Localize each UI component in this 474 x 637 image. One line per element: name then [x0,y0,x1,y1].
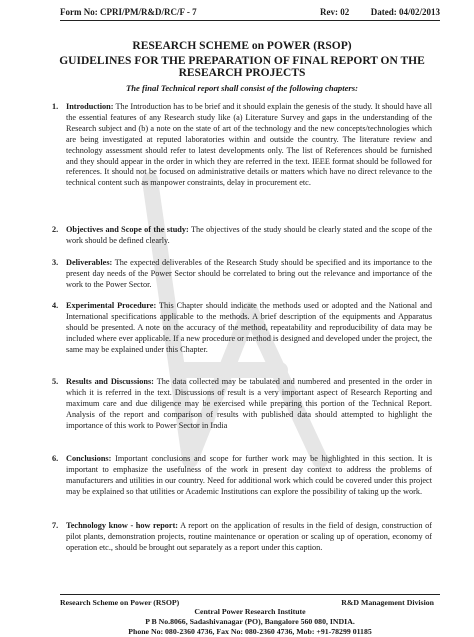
chapter-conclusions [52,454,432,498]
footer-divider [60,594,440,595]
footer-division: R&D Management Division [341,598,434,607]
chapter-number: 6. [52,454,59,463]
chapter-introduction [52,102,432,189]
chapter-number: 1. [52,102,59,111]
chapter-heading: Technology know - how report: [66,521,179,530]
chapter-number: 4. [52,301,59,310]
chapter-experimental-procedure [52,301,432,356]
chapter-number: 7. [52,521,59,530]
chapter-number: 5. [52,377,59,386]
chapter-heading: Experimental Procedure: [66,301,157,310]
chapter-technology-know-how [52,521,432,554]
chapter-results-discussions [52,377,432,432]
footer-address: P B No.8066, Sadashivanagar (PO), Bangalore 560 080, INDIA. [145,617,355,626]
chapter-text: This Chapter should indicate the methods used or adopted and the National and International specifications applicable to the methods. A brief description of the equipments and Apparatus should be presented. A note on the accuracy of the method, repeatability and reproducibility of data may be included where ever applicable. If a new procedure or method is designed and developed under the project, the same may be explained under this Chapter. [66,301,432,354]
chapter-number: 3. [52,258,59,267]
document-title: RESEARCH SCHEME on POWER (RSOP) [132,40,352,52]
chapter-text: The Introduction has to be brief and it should explain the genesis of the study. It should have all the essential features of any Research study like (a) Literature Survey and gaps in the understanding of the Research subject and (b) a note on the state of art of the technology and the new concepts/technologies which are being investigated at reputed laboratories within and outside the country. The literature review and technology assessment should refer to latest developments only. The list of References should be furnished and they should appear in the order in which they are referred in the text. IEEE format should be followed for references. It should not be focused on administrative details or matters which have no direct relevance to the technical content such as manpower constraints, delay in procurement etc. [66,102,432,188]
chapter-heading: Results and Discussions: [66,377,154,386]
chapter-heading: Conclusions: [66,454,112,463]
form-number: Form No: CPRI/PM/R&D/RC/F - 7 [60,7,197,17]
document-subtitle: GUIDELINES FOR THE PREPARATION OF FINAL REPORT ON THE RESEARCH PROJECTS [59,55,425,79]
footer-scheme-name: Research Scheme on Power (RSOP) [60,598,180,607]
chapter-number: 2. [52,225,59,234]
chapter-deliverables [52,258,432,291]
chapter-text: The data collected may be tabulated and numbered and presented in the order in which it is referred in the text. Discussions of result is a very important aspect of Research Reporting and maximum care and due diligence may be exercised while preparing this portion of the Technical Report. Analysis of the report and comparison of results with published data should attempted to highlight the importance of this work to Power Sector in India [66,377,432,430]
revision-number: Rev: 02 [320,7,350,17]
chapter-text: The objectives of the study should be clearly stated and the scope of the work should be defined clearly. [66,225,433,245]
chapter-text: A report on the application of results in the field of design, construction of pilot plants, demonstration projects, routine maintenance or operation or scaling up of operation, economy of operation etc., should be brought out separately as a report under this caption. [66,521,432,552]
intro-note: The final Technical report shall consist of the following chapters: [126,83,358,93]
footer-contact: Phone No: 080-2360 4736, Fax No: 080-2360 4736, Mob: +91-78299 01185 [128,627,372,636]
form-date: Dated: 04/02/2013 [370,7,440,17]
chapter-heading: Deliverables: [66,258,113,267]
chapter-objectives [52,225,433,247]
chapter-text: The expected deliverables of the Research Study should be specified and its importance to the present day needs of the Power Sector should be correlated to bring out the relevance and importance of the work to the Power Sector. [66,258,432,289]
chapter-text: Important conclusions and scope for further work may be highlighted in this section. It is important to emphasize the usefulness of the work in present day context to address the problems of manufacturers and utilities in our country. Need for additional work which could be covered under this project may be explained so that utilities or Academic Institutions can explore the possibility of taking up the work. [66,454,432,496]
footer-organization: Central Power Research Institute [194,607,306,616]
chapter-heading: Introduction: [66,102,114,111]
header-divider [60,20,440,21]
chapter-heading: Objectives and Scope of the study: [66,225,189,234]
